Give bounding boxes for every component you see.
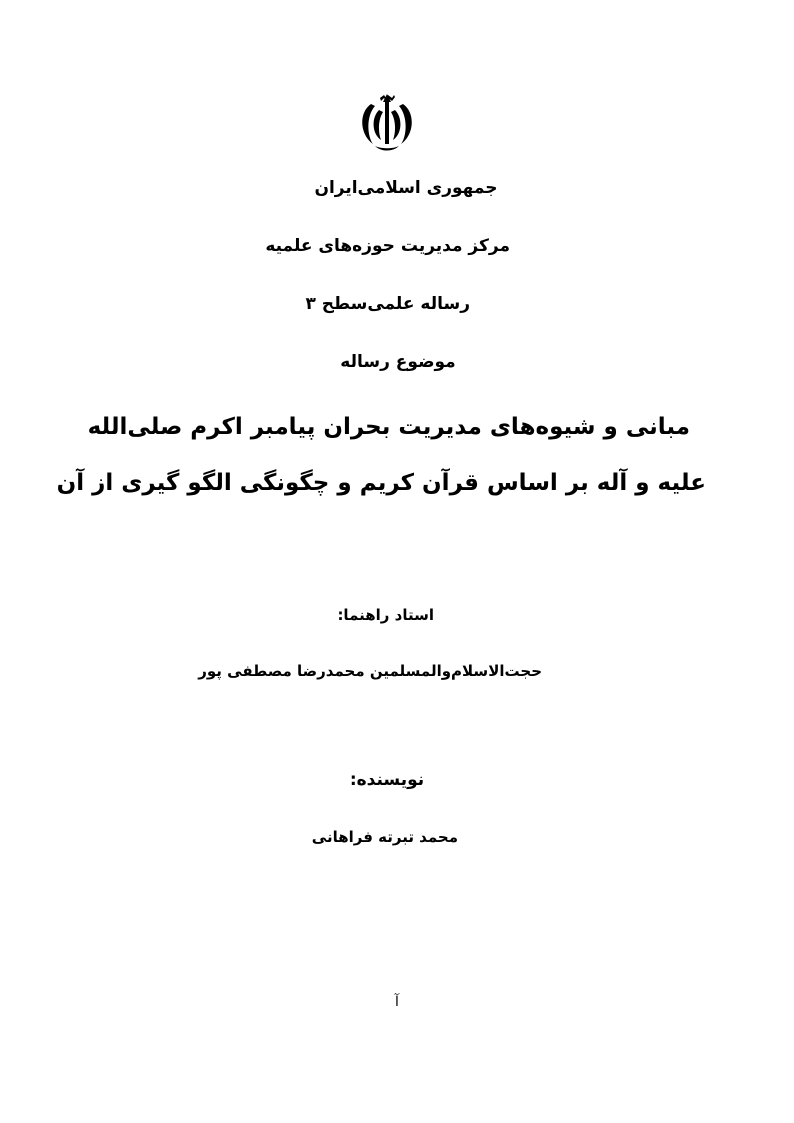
- thesis-title-line2: علیه و آله بر اساس قرآن کریم و چگونگی الگو گیری از آن: [56, 470, 706, 496]
- thesis-title-line1: مبانی و شیوه‌های مدیریت بحران پیامبر اکرم صلی‌الله: [87, 414, 690, 440]
- page-number: آ: [395, 994, 399, 1010]
- iran-emblem-icon: [357, 92, 417, 154]
- advisor-label: استاد راهنما:: [337, 606, 434, 624]
- thesis-level: رساله علمی‌سطح ۳: [305, 294, 470, 314]
- topic-label: موضوع رساله: [340, 352, 456, 372]
- author-label: نویسنده:: [349, 770, 425, 790]
- advisor-name: حجت‌الاسلام‌والمسلمین محمدرضا مصطفی پور: [198, 662, 542, 680]
- country-name: جمهوری اسلامی‌ایران: [314, 178, 498, 198]
- author-name: محمد تبرته فراهانی: [311, 828, 458, 846]
- organization-name: مرکز مدیریت حوزه‌های علمیه: [265, 236, 510, 256]
